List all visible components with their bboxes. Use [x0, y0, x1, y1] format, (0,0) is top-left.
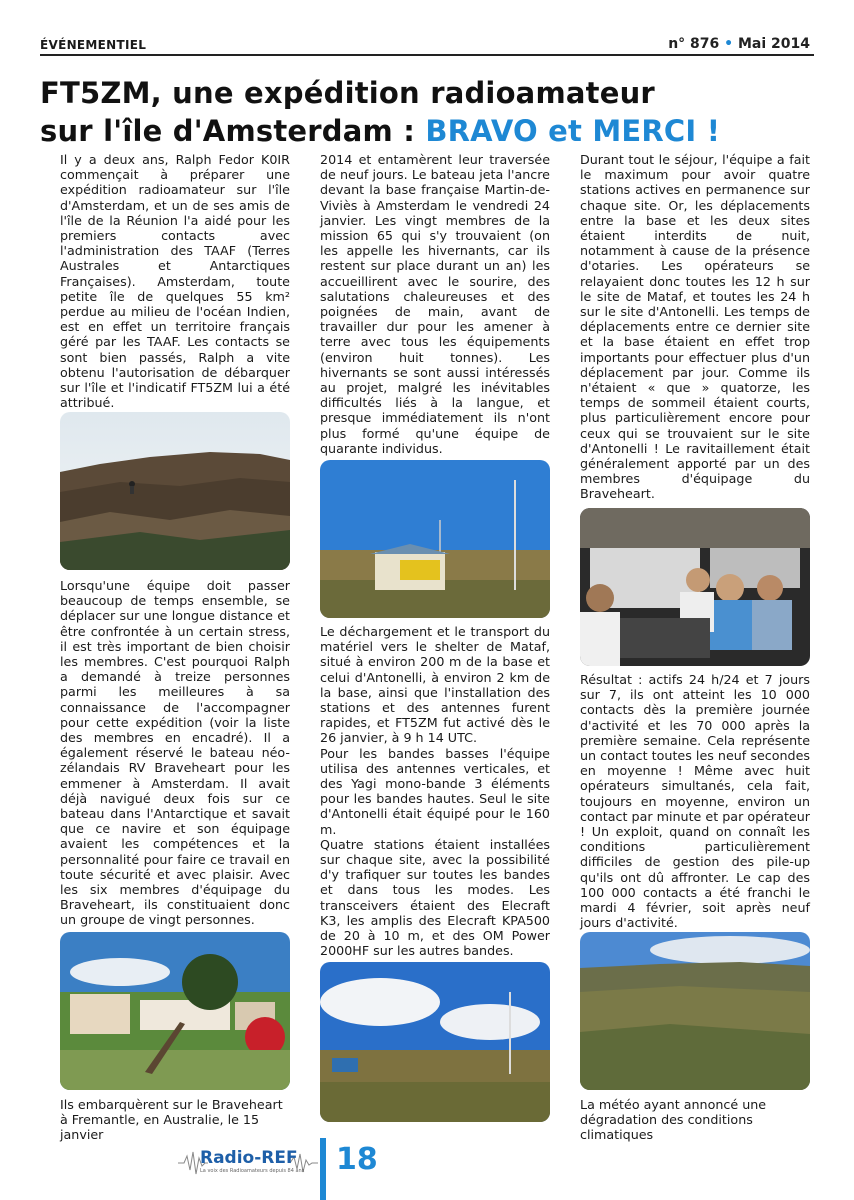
col2-paragraph-1: 2014 et entamèrent leur traversée de neuf jours. Le bateau jeta l'ancre devant la base française Martin-de-Viviès à Amsterdam le vendredi 24 janvier. Les vingt membres de la mission 65 qui s'y trouvaient (on les appelle les hivernants, car ils restent sur place durant un an) les accueillirent avec le sourire, des salutations chaleureuses et des poignées de main, avant de travailler dur pour les amener à terre avec tous les équipements (environ huit tonnes). Les hivernants se sont aussi intéressés au projet, malgré les inévitables difficultés liés à la langue, et presque immédiatement ils n'ont plus formé qu'une équipe de quarante individus.	[320, 152, 550, 456]
photo-hillside-hiker	[60, 412, 290, 570]
col2-paragraph-4: Quatre stations étaient installées sur chaque site, avec la possibilité d'y trafiquer sur toutes les bandes et dans tous les modes. Les transceivers étaient des Elecraft K3, les amplis des Elecraft KPA500 de 20 à 10 m, et des OM Power 2000HF sur les autres bandes.	[320, 836, 550, 959]
title-accent: BRAVO et MERCI !	[425, 114, 721, 148]
col3-paragraph-2: Résultat : actifs 24 h/24 et 7 jours sur 7, ils ont atteint les 10 000 contacts dès la première journée d'activité et les 70 000 après la première semaine. Cela représente un contact toutes les neuf secondes en moyenne ! Même avec huit opérateurs simultanés, cela fait, toujours en moyenne, environ un contact par minute et par opérateur ! Un exploit, quand on connaît les conditions particulièrement difficiles de gestion des pile-up qu'ils ont dû affronter. Le cap des 100 000 contacts a été franchi le mardi 4 février, soit après neuf jours d'activité.	[580, 672, 810, 931]
radio-ref-logo: Radio-REF	[200, 1148, 298, 1168]
photo-shelter-antenna	[320, 460, 550, 618]
radio-ref-tagline: La voix des Radioamateurs depuis 84 ans	[200, 1168, 305, 1174]
column-3-mid	[580, 672, 810, 930]
issue-date: Mai 2014	[737, 36, 810, 52]
col1-paragraph-3: Ils embarquèrent sur le Braveheart à Fremantle, en Australie, le 15 janvier	[60, 1097, 283, 1143]
col2-paragraph-2: Le déchargement et le transport du matériel vers le shelter de Mataf, situé à environ 200 m de la base et celui d'Antonelli, à environ 2 km de la base, ainsi que l'installation des stations et des antennes furent rapides, et FT5ZM fut activé dès le 26 janvier, à 9 h 14 UTC.	[320, 624, 550, 746]
column-1-top	[60, 152, 290, 410]
photo-island-landscape	[580, 932, 810, 1090]
column-3-bottom	[580, 1097, 810, 1143]
col3-paragraph-1: Durant tout le séjour, l'équipe a fait le maximum pour avoir quatre stations actives en permanence sur chaque site. Or, les déplacements entre la base et les deux sites étaient interdits de nuit, notamment à cause de la présence d'otaries. Les opérateurs se relayaient donc toutes les 12 h sur le site de Mataf, et toutes les 24 h sur le site d'Antonelli. Les temps de déplacements entre ce dernier site et la base étaient en effet trop importants pour effectuer plus d'un déplacement par jour. Comme ils n'étaient « que » quatorze, les temps de sommeil étaient courts, plus particulièrement encore pour ceux qui se trouvaient sur le site d'Antonelli ! Le ravitaillement était généralement apporté par un des membres d'équipage du Braveheart.	[580, 152, 810, 502]
col1-paragraph-2: Lorsqu'une équipe doit passer beaucoup de temps ensemble, se déplacer sur une longue distance et être confrontée à un certain stress, il est très important de bien choisir les membres. C'est pourquoi Ralph a demandé à treize personnes parmi les meilleures à sa connaissance de l'accompagner pour cette expédition (voir la liste des membres en encadré). Il a également réservé le bateau néo-zélandais RV Braveheart pour les emmener à Amsterdam. Il avait déjà navigué deux fois sur ce bateau dans l'Antarctique et savait que ce navire et son équipage avaient les compétences et la personnalité pour faire ce travail en toute sécurité et avec plaisir. Avec les six membres d'équipage du Braveheart, ils constituaient donc un groupe de vingt personnes.	[60, 578, 290, 928]
bullet-dot-icon: •	[724, 36, 734, 52]
title-line-2: sur l'île d'Amsterdam : BRAVO et MERCI !	[40, 114, 721, 148]
title-line-1: FT5ZM, une expédition radioamateur	[40, 76, 655, 110]
page-number-bar	[320, 1138, 326, 1200]
col1-paragraph-1: Il y a deux ans, Ralph Fedor K0IR commençait à préparer une expédition radioamateur sur l'île d'Amsterdam, et un de ses amis de l'île de la Réunion l'a aidé pour les premiers contacts avec l'administration des TAAF (Terres Australes et Antarctiques Françaises). Amsterdam, toute petite île de quelques 55 km² perdue au milieu de l'océan Indien, est en effet un territoire français géré par les TAAF. Les contacts se sont bien passés, Ralph a vite obtenu l'autorisation de débarquer sur l'île et l'indicatif FT5ZM lui a été attribué.	[60, 152, 290, 411]
section-rule	[40, 54, 814, 56]
column-2-top	[320, 152, 550, 456]
column-1-mid	[60, 578, 290, 928]
photo-base-buildings	[60, 932, 290, 1090]
photo-radio-operators	[580, 508, 810, 666]
page-number: 18	[336, 1142, 378, 1177]
column-1-bottom	[60, 1097, 290, 1143]
issue-number: n° 876	[668, 36, 720, 52]
photo-clouds-antenna	[320, 962, 550, 1122]
col2-paragraph-3: Pour les bandes basses l'équipe utilisa des antennes verticales, et des Yagi mono-bande 3 éléments pour les bandes hautes. Seul le site d'Antonelli était équipé pour le 160 m.	[320, 745, 550, 837]
article-title	[40, 74, 820, 150]
section-label: ÉVÉNEMENTIEL	[40, 38, 147, 52]
column-3-top	[580, 152, 810, 502]
col3-paragraph-3: La météo ayant annoncé une dégradation des conditions climatiques	[580, 1097, 767, 1143]
column-2-mid	[320, 624, 550, 958]
issue-info	[668, 36, 810, 52]
